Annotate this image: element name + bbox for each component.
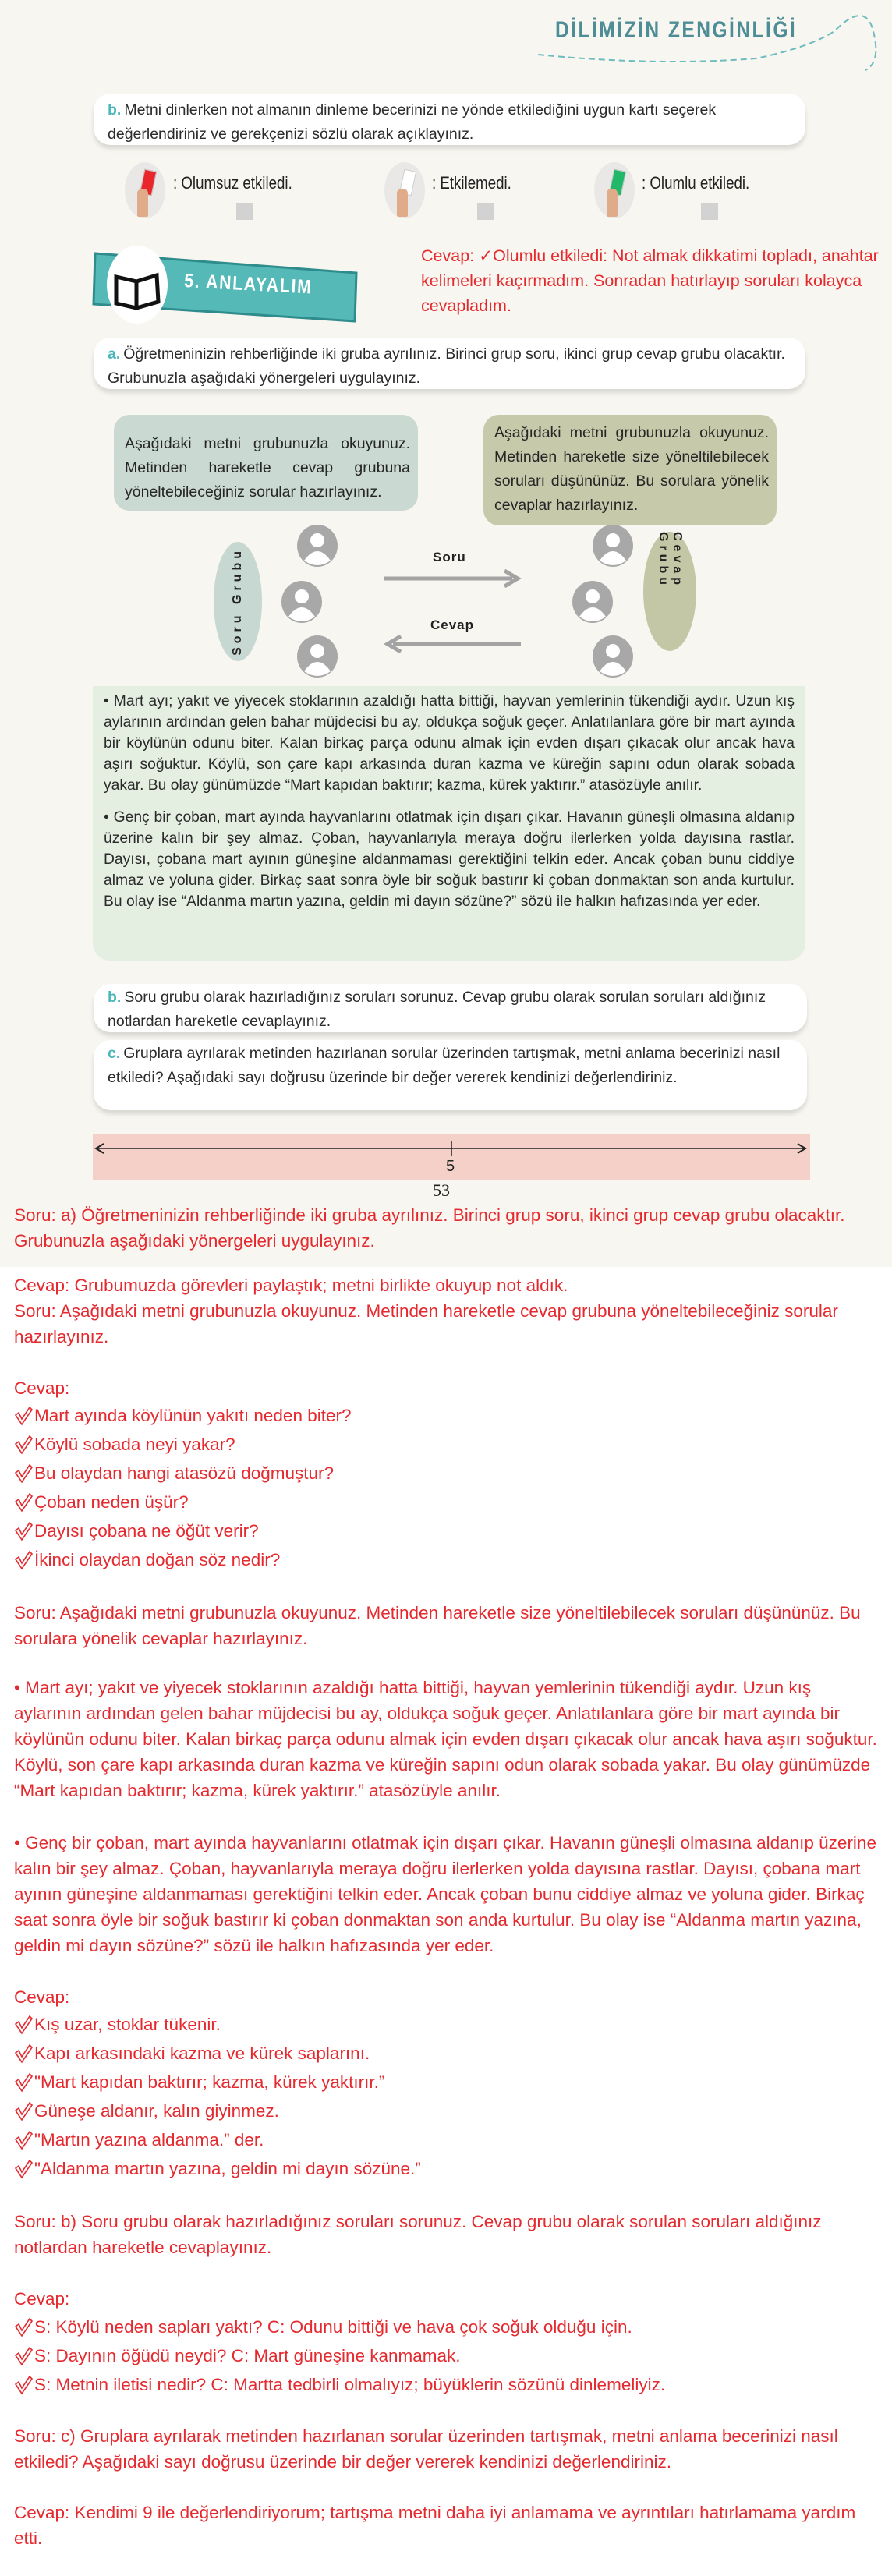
checklist-item: [14, 1488, 880, 1516]
white-card-hand-icon: [384, 162, 425, 218]
option-checkbox-neutral[interactable]: [477, 203, 494, 220]
check-icon: [14, 2346, 33, 2366]
check-icon: [14, 1492, 33, 1513]
checklist-item: [14, 2068, 880, 2097]
question-a: Soru: a) Öğretmeninizin rehberliğinde iki gruba ayrılınız. Birinci grup soru, ikinci grup cevap grubu olacaktır. Grubunuzla aşağıdaki yönergeleri uygulayınız.: [14, 1205, 845, 1251]
arrow-label-question: Soru: [433, 550, 466, 564]
check-icon: [14, 2130, 33, 2150]
number-line-tick-label: 5: [446, 1158, 455, 1175]
question-left-box: Soru: Aşağıdaki metni grubunuzla okuyunuz. Metinden hareketle cevap grubuna yöneltebileceğiniz sorular hazırlayınız.: [14, 1301, 838, 1346]
right-answer-list: [14, 2010, 880, 2183]
page-number: 53: [433, 1180, 450, 1200]
checklist-item-text: "Mart kapıdan baktırır; kazma, kürek yaktırır.”: [34, 2072, 385, 2092]
option-label-positive: : Olumlu etkiledi.: [642, 173, 750, 193]
person-icon: [296, 635, 338, 678]
answer-label: Cevap:: [14, 1378, 70, 1398]
passage-copy-1: • Mart ayı; yakıt ve yiyecek stoklarının azaldığı hatta bittiği, hayvan yemlerinin tükendiği aydır. Uzun kış aylarının ardından gelen bahar müjdecisi bu ay, oldukça soğuk geçer. Anlatılanlara göre bir mart ayında bir köylünün odunu biter. Kalan birkaç parça odunu almak için evden dışarı çıkacak olur ancak hava aşırı soğuktur. Köylü, son çare kapı arkasında duran kazma ve küreğin sapını odun olarak sobada yakar. Bu olay günümüzde “Mart kapıdan baktırır; kazma, kürek yaktırır.” atasözüyle anılır.: [14, 1678, 877, 1800]
check-icon: [14, 2072, 33, 2093]
checklist-item-text: Çoban neden üşür?: [34, 1492, 189, 1512]
task-a-box: [94, 338, 805, 389]
checklist-item: [14, 1401, 880, 1430]
checklist-item: [14, 2125, 880, 2154]
check-icon: [14, 2317, 33, 2337]
check-icon: [14, 2375, 33, 2395]
checklist-item: [14, 1516, 880, 1545]
question-group-ellipse: [214, 542, 262, 661]
textbook-page: [0, 0, 892, 1267]
check-icon: [14, 2015, 33, 2035]
checklist-item: [14, 1545, 880, 1574]
checklist-item-text: Dayısı çobana ne öğüt verir?: [34, 1521, 259, 1541]
answer-group-ellipse: [643, 532, 696, 651]
check-icon: [14, 1550, 33, 1570]
b-answer-list: [14, 2312, 880, 2399]
person-icon: [572, 581, 614, 623]
option-label-negative: : Olumsuz etkiledi.: [173, 173, 292, 193]
person-icon: [281, 581, 323, 623]
option-checkbox-negative[interactable]: [236, 203, 253, 220]
checklist-item-text: "Aldanma martın yazına, geldin mi dayın sözüne.”: [34, 2159, 421, 2178]
task-b2-text: Soru grubu olarak hazırladığınız soruları sorunuz. Cevap grubu olarak sorulan soruları aldığınız notlardan hareketle cevaplayınız.: [108, 989, 766, 1030]
checklist-item-text: Kış uzar, stoklar tükenir.: [34, 2015, 221, 2034]
task-letter: b.: [108, 101, 122, 119]
checklist-item-text: S: Dayının öğüdü neydi? C: Mart güneşine kanmamak.: [34, 2346, 461, 2365]
question-group-label: Soru Grubu: [231, 547, 244, 656]
checklist-item: [14, 2154, 880, 2183]
checklist-item-text: Mart ayında köylünün yakıtı neden biter?: [34, 1406, 352, 1425]
check-icon: [14, 1406, 33, 1426]
checklist-item: [14, 2010, 880, 2039]
checklist-item-text: İkinci olaydan doğan söz nedir?: [34, 1550, 281, 1569]
left-question-list: [14, 1401, 880, 1574]
person-icon: [296, 525, 338, 567]
check-icon: [14, 2043, 33, 2064]
question-c: Soru: c) Gruplara ayrılarak metinden hazırlanan sorular üzerinden tartışmak, metni anlama becerinizi nasıl etkiledi? Aşağıdaki sayı doğrusu üzerinde bir değer vererek kendinizi değerlendiriniz.: [14, 2426, 838, 2472]
checklist-item-text: S: Metnin iletisi nedir? C: Martta tedbirli olmalıyız; büyüklerin sözünü dinlemeliyiz.: [34, 2375, 666, 2394]
passage-paragraph: • Genç bir çoban, mart ayında hayvanlarını otlatmak için dışarı çıkar. Havanın güneşli olmasına aldanıp üzerine kalın bir şey almaz. Çoban, hayvanlarıyla meraya doğru ilerlerken yolda dayısına rastlar. Dayısı, çobana mart ayının güneşine aldanmaması gerektiğini telkin eder. Ancak çoban bunu ciddiye almaz ve yoluna gider. Birkaç saat sonra öyle bir soğuk bastırır ki çoban donmaktan son anda kurtulur. Bu olay ise “Aldanma martın yazına, geldin mi dayın sözüne?” sözü ile halkın hafızasında yer eder.: [104, 809, 795, 910]
person-icon: [592, 635, 634, 678]
person-icon: [592, 525, 634, 567]
checklist-item: [14, 2370, 880, 2399]
answer-c: Cevap: Kendimi 9 ile değerlendiriyorum; tartışma metni daha iyi anlamama ve ayrıntıları hatırlamama yardım etti.: [14, 2503, 856, 2548]
checklist-item-text: Kapı arkasındaki kazma ve kürek saplarını.: [34, 2043, 370, 2063]
checklist-item-text: "Martın yazına aldanma.” der.: [34, 2130, 264, 2150]
reading-passage: [93, 686, 805, 961]
unit-title: DİLİMİZİN ZENGİNLİĞİ: [555, 17, 798, 43]
question-group-instruction: Aşağıdaki metni grubunuzla okuyunuz. Metinden hareketle cevap grubuna yöneltebileceğiniz sorular hazırlayınız.: [114, 415, 418, 511]
checklist-item: [14, 2312, 880, 2341]
green-card-hand-icon: [594, 162, 635, 218]
check-icon: [14, 2159, 33, 2179]
task-b-box: [94, 94, 805, 145]
checklist-item: [14, 1459, 880, 1488]
arrow-left-icon: [384, 635, 524, 653]
checklist-item-text: Güneşe aldanır, kalın giyinmez.: [34, 2101, 279, 2121]
question-right-box: Soru: Aşağıdaki metni grubunuzla okuyunuz. Metinden hareketle size yöneltilebilecek soruları düşününüz. Bu sorulara yönelik cevaplar hazırlayınız.: [14, 1603, 861, 1648]
answer-a: Cevap: Grubumuzda görevleri paylaştık; metni birlikte okuyup not aldık.: [14, 1276, 568, 1295]
checklist-item: [14, 1430, 880, 1459]
passage-copy-2: • Genç bir çoban, mart ayında hayvanlarını otlatmak için dışarı çıkar. Havanın güneşli olmasına aldanıp üzerine kalın bir şey almaz. Çoban, hayvanlarıyla meraya doğru ilerlerken yolda dayısına rastlar. Dayısı, çobana mart ayının güneşine aldanmaması gerektiğini telkin eder. Ancak çoban bunu ciddiye almaz ve yoluna gider. Birkaç saat sonra öyle bir soğuk bastırır ki çoban donmaktan son anda kurtulur. Bu olay ise “Aldanma martın yazına, geldin mi dayın sözüne?” sözü ile halkın hafızasında yer eder.: [14, 1833, 876, 1955]
answer-label: Cevap:: [14, 2289, 70, 2309]
task-letter: a.: [108, 345, 121, 363]
option-label-neutral: : Etkilemedi.: [432, 173, 511, 193]
task-c-box: [94, 1040, 807, 1110]
checklist-item: [14, 2341, 880, 2370]
answer-label: Cevap:: [14, 1987, 70, 2007]
arrow-label-answer: Cevap: [430, 617, 475, 632]
task-a-text: Öğretmeninizin rehberliğinde iki gruba ayrılınız. Birinci grup soru, ikinci grup cevap grubu olacaktır. Grubunuzla aşağıdaki yönergeleri uygulayınız.: [108, 345, 785, 387]
section-banner: [91, 249, 359, 320]
checklist-item-text: Bu olaydan hangi atasözü doğmuştur?: [34, 1463, 334, 1483]
task-c-text: Gruplara ayrılarak metinden hazırlanan sorular üzerinden tartışmak, metni anlama becerinizi nasıl etkiledi? Aşağıdaki sayı doğrusu üzerinde bir değer vererek kendinizi değerlendiriniz.: [108, 1045, 780, 1086]
answer-group-instruction: Aşağıdaki metni grubunuzla okuyunuz. Metinden hareketle size yöneltilebilecek soruları düşününüz. Bu sorulara yönelik cevaplar hazırlayınız.: [483, 415, 777, 525]
red-card-hand-icon: [125, 162, 165, 218]
option-checkbox-positive[interactable]: [701, 203, 718, 220]
task-letter: b.: [108, 989, 122, 1006]
task-b-text: Metni dinlerken not almanın dinleme becerinizi ne yönde etkilediğini uygun kartı seçerek değerlendiriniz ve gerekçenizi sözlü olarak açıklayınız.: [108, 101, 717, 143]
task-letter: c.: [108, 1045, 121, 1062]
checklist-item: [14, 2039, 880, 2068]
checklist-item: [14, 2097, 880, 2125]
answer-group-label: Cevap Grubu: [657, 532, 684, 589]
check-icon: [14, 1435, 33, 1455]
check-icon: [14, 1521, 33, 1541]
passage-paragraph: • Mart ayı; yakıt ve yiyecek stoklarının azaldığı hatta bittiği, hayvan yemlerinin tükendiği aydır. Uzun kış aylarının ardından gelen bahar müjdecisi bu ay, oldukça soğuk geçer. Anlatılanlara göre bir mart ayında bir köylünün odunu biter. Kalan birkaç parça odunu almak için evden dışarı çıkacak olur ancak hava aşırı soğuktur. Köylü, son çare kapı arkasında duran kazma ve küreğin sapını odun olarak sobada yakar. Bu olay günümüzde “Mart kapıdan baktırır; kazma, kürek yaktırır.” atasözüyle anılır.: [104, 693, 795, 794]
number-line[interactable]: [93, 1134, 810, 1180]
arrow-right-icon: [384, 569, 524, 588]
book-icon: [107, 246, 168, 324]
task-b2-box: [94, 984, 807, 1032]
check-icon: [14, 1463, 33, 1484]
answer-task-b: Cevap: ✓Olumlu etkiledi: Not almak dikkatimi topladı, anahtar kelimeleri kaçırmadım. Sonradan hatırlayıp soruları kolayca cevapladım.: [421, 246, 879, 315]
checklist-item-text: S: Köylü neden sapları yaktı? C: Odunu bittiği ve hava çok soğuk olduğu için.: [34, 2317, 632, 2337]
section-title: 5. ANLAYALIM: [183, 270, 313, 299]
question-b: Soru: b) Soru grubu olarak hazırladığınız soruları sorunuz. Cevap grubu olarak sorulan soruları aldığınız notlardan hareketle cevaplayınız.: [14, 2212, 822, 2257]
checklist-item-text: Köylü sobada neyi yakar?: [34, 1435, 235, 1454]
check-icon: [14, 2101, 33, 2121]
